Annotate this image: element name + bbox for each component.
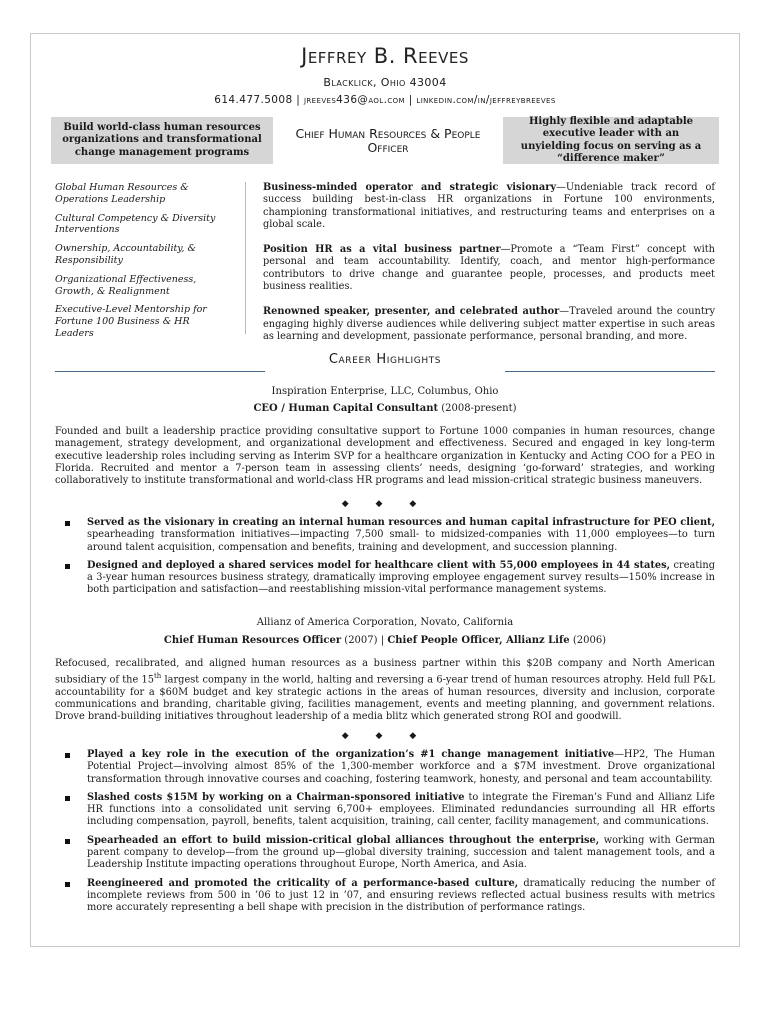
bullet-square-icon [65,521,70,526]
list-item [65,517,715,554]
job-description [55,658,715,724]
column-divider [245,182,246,334]
job-dates: (2008-present) [441,403,517,414]
achievement-text: dramatically reducing the number of incomplete reviews from 500 in ’06 to just 12 in ’07, and ensuring reviews reflected actual business results with metrics more accurately representing a bell shape with precision in the distribution of performance ratings. [87,877,715,914]
achievement-lead: Served as the visionary in creating an internal human resources and human capital infrastructure for PEO client, [87,517,715,528]
summary-paragraph [263,182,715,231]
list-item [65,878,715,915]
bullet-square-icon [65,796,70,801]
job-dates: (2007) [344,635,378,646]
achievement-lead: Designed and deployed a shared services model for healthcare client with 55,000 employees in 44 states, [87,559,671,571]
job-organization: Inspiration Enterprise, LLC, Columbus, Ohio [271,386,499,397]
achievement-lead: Played a key role in the execution of the organization’s #1 change management initiative [87,749,615,760]
candidate-name: Jeffrey B. Reeves [301,44,469,68]
resume-page [30,33,740,947]
contact-line: 614.477.5008 | jreeves436@aol.com | linkedin.com/in/jeffreybreeves [214,94,556,106]
achievement-list [65,517,715,603]
section-rule-right [505,371,715,372]
divider-diamonds: ◆ ◆ ◆ [341,499,429,509]
achievement-lead: Spearheaded an effort to build mission-critical global alliances throughout the enterprise, [87,834,600,846]
skills-list [55,182,231,347]
description-part: largest company in the world, halting and reversing a 6-year trend of human resources atrophy. Held full P&L accountability for a $60M budget and key strategic actions in the areas of human resources, diversity and inclusion, corporate communications and branding, charitable giving, facilities management, events and meeting planning, and government relations. Drove brand-building initiatives throughout leadership of a media blitz which generated strong ROI and goodwill. [55,674,715,723]
achievement-lead: Reengineered and promoted the criticality of a performance-based culture, [87,877,519,889]
band-left: Build world-class human resources organizations and transformational change management programs [62,121,262,158]
description-part: Refocused, recalibrated, and aligned human resources as a business partner within this $20B company and North American subsidiary of the 15 [55,658,715,686]
summary-paragraph [263,244,715,293]
list-item [65,560,715,597]
headline-band [51,117,719,164]
skill-item: Executive-Level Mentorship for Fortune 100 Business & HR Leaders [55,304,207,339]
divider-diamonds: ◆ ◆ ◆ [341,731,429,741]
list-item [65,792,715,829]
summary-lead: Position HR as a vital business partner [263,244,501,256]
bullet-square-icon [65,564,70,569]
job-title: Chief Human Resources Officer [163,635,342,646]
address: Blacklick, Ohio 43004 [323,76,447,89]
title-separator: | [380,635,385,646]
band-right: Highly flexible and adaptable executive leader with an unyielding focus on serving as a “difference maker” [520,115,702,164]
bullet-square-icon [65,882,70,887]
achievement-list [65,749,715,921]
job-title-line [31,403,739,414]
ordinal-suffix: th [153,672,162,681]
achievement-text: working with German parent company to develop—from the ground up—global diversity training, succession and talent management tools, and a Leadership Institute impacting operations throughout Europe, North America, and Asia. [87,834,715,871]
section-rule-left [55,371,265,372]
band-title: Chief Human Resources & People Officer [273,117,503,164]
list-item [65,749,715,786]
summary-lead: Business-minded operator and strategic visionary [263,182,557,193]
bullet-square-icon [65,753,70,758]
achievement-text: to integrate the Fireman’s Fund and Allianz Life HR functions into a consolidated unit serving 6,700+ employees. Eliminated redundancies surrounding all HR efforts including compensation, payroll, benefits, talent acquisition, training, call center, facility management, and communications. [87,791,715,828]
job-title: CEO / Human Capital Consultant [253,403,439,414]
job-title-line [31,635,739,646]
summary-paragraph [263,306,715,343]
job-title: Chief People Officer, Allianz Life [387,635,570,646]
summary-text: —Undeniable track record of success building best-in-class HR organizations in Fortune 100 environments, championing transformational initiatives, and restructuring teams and enterprises on a global scale. [263,182,715,230]
summary-text: —Traveled around the country engaging highly diverse audiences while delivering subject matter expertise in such areas as learning and development, passionate performance, personal branding, and more. [263,306,715,342]
summary [263,182,715,356]
bullet-square-icon [65,839,70,844]
achievement-lead: Slashed costs $15M by working on a Chairman-sponsored initiative [87,791,465,803]
summary-lead: Renowned speaker, presenter, and celebrated author [263,306,560,318]
summary-text: —Promote a “Team First” concept with personal and team accountability. Identify, coach, and mentor high-performance contributors to drive change and guarantee people, processes, and products meet business realities. [263,244,715,293]
achievement-text: spearheading transformation initiatives—impacting 7,500 small- to midsized-companies with 11,000 employees—to turn around talent acquisition, compensation and benefits, training and development, and succession planning. [87,529,715,553]
skill-item: Ownership, Accountability, & Responsibility [55,243,196,266]
skill-item: Global Human Resources & Operations Leadership [55,182,189,205]
skill-item: Cultural Competency & Diversity Interventions [55,212,216,236]
job-organization: Allianz of America Corporation, Novato, California [256,617,514,628]
section-title: Career Highlights [328,352,442,367]
skill-item: Organizational Effectiveness, Growth, & Realignment [55,273,197,297]
list-item [65,835,715,872]
job-dates: (2006) [572,635,607,646]
job-description: Founded and built a leadership practice providing consultative support to Fortune 1000 companies in human resources, change management, strategy development, and organizational development and effectiveness. Secured and engaged in key long-term executive leadership roles including serving as Interim SVP for a healthcare organization in Kentucky and Acting COO for a PEO in Florida. Recruited and mentor a 7-person team in assessing clients’ needs, designing ‘go-forward’ strategies, and working collaboratively to institute transformational and world-class HR programs and lead mission-critical strategic business maneuvers. [55,426,715,487]
achievement-text: —HP2, The Human Potential Project—involving almost 85% of the 1,300-member workforce and a $7M investment. Drove organizational transformation through innovative courses and coaching, fostering teamwork, honesty, and personal and team accountability. [87,749,715,785]
achievement-text: creating a 3-year human resources business strategy, dramatically improving employee engagement survey results—150% increase in both participation and satisfaction—and reestablishing mission-vital performance management systems. [87,559,715,596]
